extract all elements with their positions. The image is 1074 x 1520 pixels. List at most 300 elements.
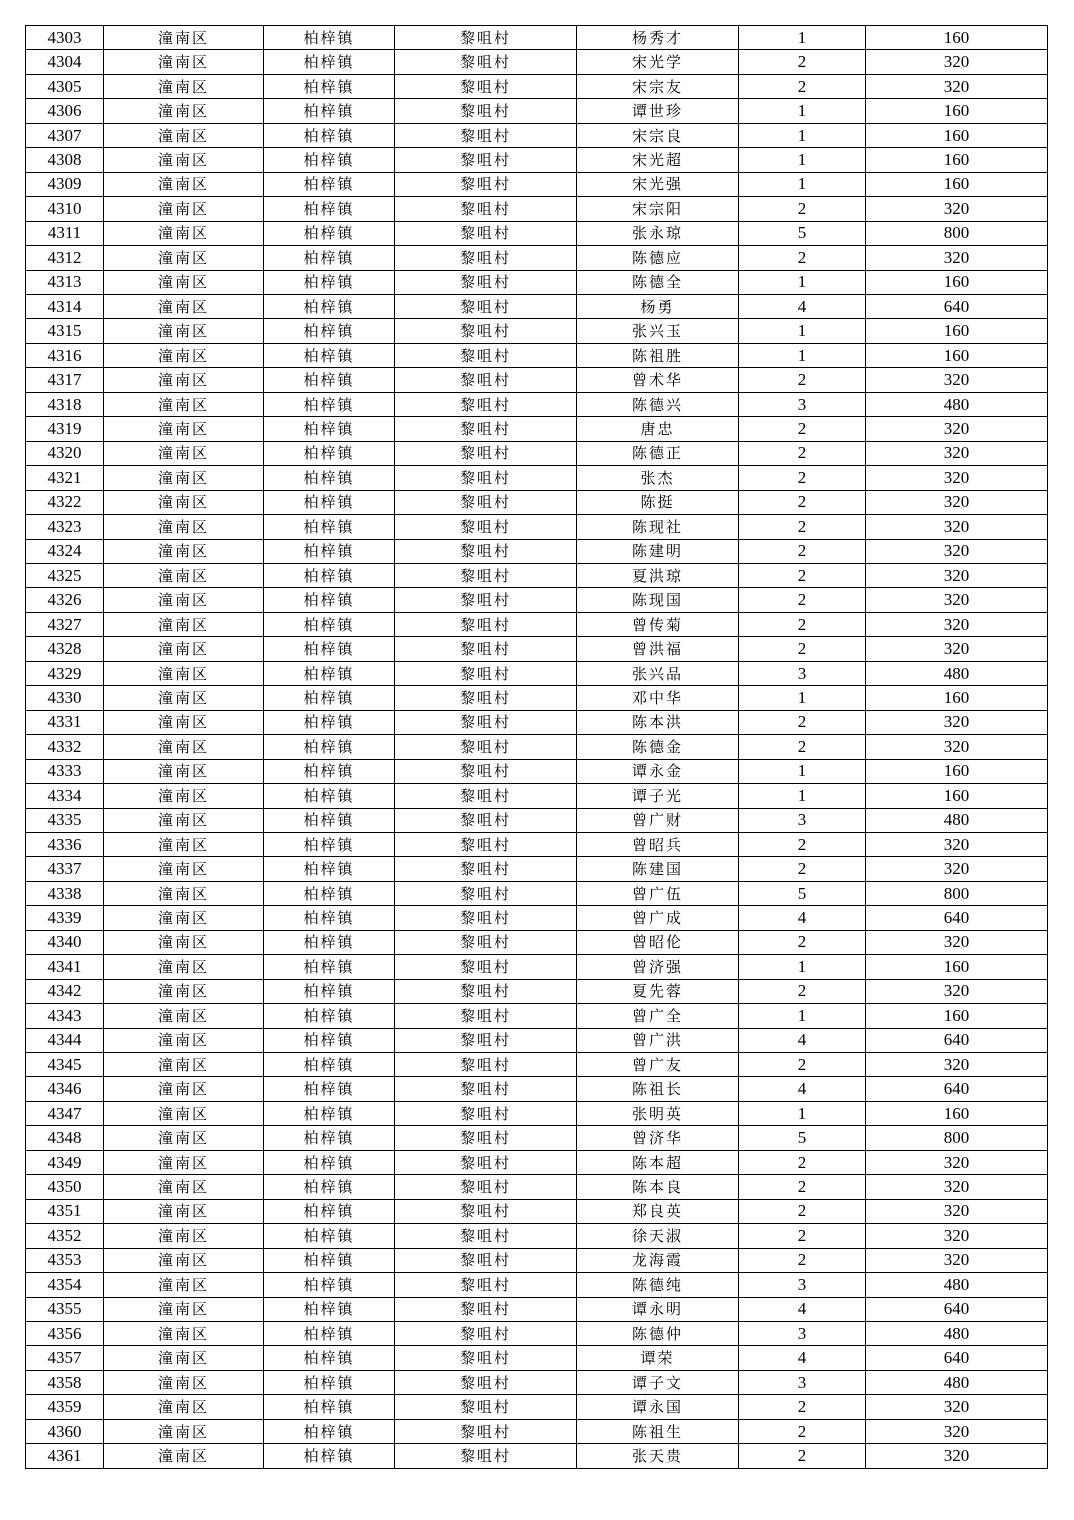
district-cell: 潼南区 <box>104 1053 264 1077</box>
district-cell: 潼南区 <box>104 661 264 685</box>
amount-cell: 640 <box>866 1346 1048 1370</box>
amount-cell: 320 <box>866 832 1048 856</box>
village-cell: 黎咀村 <box>395 1273 577 1297</box>
count-cell: 3 <box>739 1273 866 1297</box>
name-cell: 杨秀才 <box>577 26 739 50</box>
table-row <box>26 906 1048 930</box>
count-cell: 2 <box>739 563 866 587</box>
village-cell: 黎咀村 <box>395 1322 577 1346</box>
village-cell: 黎咀村 <box>395 955 577 979</box>
town-cell: 柏梓镇 <box>264 417 395 441</box>
name-cell: 谭永金 <box>577 759 739 783</box>
town-cell: 柏梓镇 <box>264 1053 395 1077</box>
village-cell: 黎咀村 <box>395 1419 577 1443</box>
district-cell: 潼南区 <box>104 1224 264 1248</box>
name-cell: 宋光超 <box>577 148 739 172</box>
serial-number-cell: 4327 <box>26 612 104 636</box>
count-cell: 3 <box>739 1322 866 1346</box>
town-cell: 柏梓镇 <box>264 466 395 490</box>
count-cell: 2 <box>739 1053 866 1077</box>
district-cell: 潼南区 <box>104 832 264 856</box>
serial-number-cell: 4352 <box>26 1224 104 1248</box>
town-cell: 柏梓镇 <box>264 197 395 221</box>
serial-number-cell: 4321 <box>26 466 104 490</box>
village-cell: 黎咀村 <box>395 857 577 881</box>
name-cell: 张永琼 <box>577 221 739 245</box>
village-cell: 黎咀村 <box>395 99 577 123</box>
village-cell: 黎咀村 <box>395 1028 577 1052</box>
table-row <box>26 221 1048 245</box>
table-row <box>26 1444 1048 1468</box>
district-cell: 潼南区 <box>104 1444 264 1468</box>
amount-cell: 320 <box>866 710 1048 734</box>
town-cell: 柏梓镇 <box>264 881 395 905</box>
amount-cell: 480 <box>866 392 1048 416</box>
table-row <box>26 74 1048 98</box>
table-row <box>26 857 1048 881</box>
amount-cell: 160 <box>866 99 1048 123</box>
serial-number-cell: 4319 <box>26 417 104 441</box>
table-row <box>26 661 1048 685</box>
district-cell: 潼南区 <box>104 294 264 318</box>
village-cell: 黎咀村 <box>395 735 577 759</box>
serial-number-cell: 4323 <box>26 515 104 539</box>
town-cell: 柏梓镇 <box>264 637 395 661</box>
count-cell: 4 <box>739 1028 866 1052</box>
village-cell: 黎咀村 <box>395 368 577 392</box>
table-row <box>26 1053 1048 1077</box>
amount-cell: 320 <box>866 930 1048 954</box>
table-row <box>26 1419 1048 1443</box>
amount-cell: 320 <box>866 246 1048 270</box>
village-cell: 黎咀村 <box>395 1346 577 1370</box>
town-cell: 柏梓镇 <box>264 1370 395 1394</box>
town-cell: 柏梓镇 <box>264 759 395 783</box>
district-cell: 潼南区 <box>104 686 264 710</box>
name-cell: 陈本超 <box>577 1150 739 1174</box>
serial-number-cell: 4360 <box>26 1419 104 1443</box>
village-cell: 黎咀村 <box>395 1175 577 1199</box>
amount-cell: 320 <box>866 1053 1048 1077</box>
town-cell: 柏梓镇 <box>264 612 395 636</box>
town-cell: 柏梓镇 <box>264 441 395 465</box>
name-cell: 曾广洪 <box>577 1028 739 1052</box>
name-cell: 曾广财 <box>577 808 739 832</box>
amount-cell: 320 <box>866 735 1048 759</box>
serial-number-cell: 4334 <box>26 784 104 808</box>
name-cell: 张兴品 <box>577 661 739 685</box>
name-cell: 宋光强 <box>577 172 739 196</box>
village-cell: 黎咀村 <box>395 784 577 808</box>
amount-cell: 480 <box>866 808 1048 832</box>
count-cell: 1 <box>739 686 866 710</box>
village-cell: 黎咀村 <box>395 808 577 832</box>
count-cell: 1 <box>739 270 866 294</box>
count-cell: 4 <box>739 1077 866 1101</box>
name-cell: 陈建明 <box>577 539 739 563</box>
town-cell: 柏梓镇 <box>264 857 395 881</box>
name-cell: 曾昭伦 <box>577 930 739 954</box>
district-cell: 潼南区 <box>104 197 264 221</box>
name-cell: 张杰 <box>577 466 739 490</box>
village-cell: 黎咀村 <box>395 294 577 318</box>
table-row <box>26 319 1048 343</box>
district-cell: 潼南区 <box>104 1004 264 1028</box>
district-cell: 潼南区 <box>104 368 264 392</box>
name-cell: 陈德正 <box>577 441 739 465</box>
amount-cell: 160 <box>866 123 1048 147</box>
district-cell: 潼南区 <box>104 515 264 539</box>
district-cell: 潼南区 <box>104 1150 264 1174</box>
amount-cell: 480 <box>866 1370 1048 1394</box>
amount-cell: 640 <box>866 1077 1048 1101</box>
name-cell: 张兴玉 <box>577 319 739 343</box>
table-row <box>26 930 1048 954</box>
town-cell: 柏梓镇 <box>264 784 395 808</box>
serial-number-cell: 4308 <box>26 148 104 172</box>
table-row <box>26 172 1048 196</box>
name-cell: 曾广伍 <box>577 881 739 905</box>
village-cell: 黎咀村 <box>395 466 577 490</box>
village-cell: 黎咀村 <box>395 319 577 343</box>
village-cell: 黎咀村 <box>395 392 577 416</box>
district-cell: 潼南区 <box>104 221 264 245</box>
count-cell: 1 <box>739 955 866 979</box>
amount-cell: 320 <box>866 197 1048 221</box>
district-cell: 潼南区 <box>104 246 264 270</box>
serial-number-cell: 4309 <box>26 172 104 196</box>
district-cell: 潼南区 <box>104 1101 264 1125</box>
town-cell: 柏梓镇 <box>264 270 395 294</box>
table-row <box>26 490 1048 514</box>
count-cell: 2 <box>739 832 866 856</box>
count-cell: 1 <box>739 319 866 343</box>
table-row <box>26 441 1048 465</box>
amount-cell: 160 <box>866 759 1048 783</box>
amount-cell: 320 <box>866 466 1048 490</box>
count-cell: 1 <box>739 759 866 783</box>
district-cell: 潼南区 <box>104 1028 264 1052</box>
amount-cell: 800 <box>866 221 1048 245</box>
village-cell: 黎咀村 <box>395 1199 577 1223</box>
table-row <box>26 26 1048 50</box>
town-cell: 柏梓镇 <box>264 563 395 587</box>
name-cell: 曾洪福 <box>577 637 739 661</box>
name-cell: 谭荣 <box>577 1346 739 1370</box>
serial-number-cell: 4306 <box>26 99 104 123</box>
village-cell: 黎咀村 <box>395 1053 577 1077</box>
amount-cell: 800 <box>866 881 1048 905</box>
name-cell: 曾广友 <box>577 1053 739 1077</box>
name-cell: 谭子光 <box>577 784 739 808</box>
district-cell: 潼南区 <box>104 710 264 734</box>
table-row <box>26 1248 1048 1272</box>
town-cell: 柏梓镇 <box>264 26 395 50</box>
district-cell: 潼南区 <box>104 26 264 50</box>
serial-number-cell: 4326 <box>26 588 104 612</box>
amount-cell: 320 <box>866 563 1048 587</box>
district-cell: 潼南区 <box>104 563 264 587</box>
count-cell: 2 <box>739 979 866 1003</box>
town-cell: 柏梓镇 <box>264 490 395 514</box>
count-cell: 2 <box>739 417 866 441</box>
count-cell: 2 <box>739 441 866 465</box>
village-cell: 黎咀村 <box>395 148 577 172</box>
count-cell: 2 <box>739 368 866 392</box>
table-row <box>26 1101 1048 1125</box>
count-cell: 2 <box>739 246 866 270</box>
village-cell: 黎咀村 <box>395 881 577 905</box>
amount-cell: 320 <box>866 637 1048 661</box>
count-cell: 2 <box>739 1150 866 1174</box>
district-cell: 潼南区 <box>104 392 264 416</box>
village-cell: 黎咀村 <box>395 686 577 710</box>
name-cell: 曾广全 <box>577 1004 739 1028</box>
table-row <box>26 392 1048 416</box>
serial-number-cell: 4305 <box>26 74 104 98</box>
town-cell: 柏梓镇 <box>264 221 395 245</box>
serial-number-cell: 4355 <box>26 1297 104 1321</box>
amount-cell: 320 <box>866 1199 1048 1223</box>
district-cell: 潼南区 <box>104 784 264 808</box>
serial-number-cell: 4336 <box>26 832 104 856</box>
district-cell: 潼南区 <box>104 123 264 147</box>
count-cell: 3 <box>739 1370 866 1394</box>
village-cell: 黎咀村 <box>395 1126 577 1150</box>
town-cell: 柏梓镇 <box>264 710 395 734</box>
name-cell: 陈祖长 <box>577 1077 739 1101</box>
district-cell: 潼南区 <box>104 74 264 98</box>
count-cell: 1 <box>739 172 866 196</box>
name-cell: 曾广成 <box>577 906 739 930</box>
count-cell: 5 <box>739 221 866 245</box>
amount-cell: 480 <box>866 661 1048 685</box>
count-cell: 2 <box>739 1248 866 1272</box>
table-row <box>26 735 1048 759</box>
district-cell: 潼南区 <box>104 979 264 1003</box>
district-cell: 潼南区 <box>104 1370 264 1394</box>
village-cell: 黎咀村 <box>395 759 577 783</box>
name-cell: 杨勇 <box>577 294 739 318</box>
district-cell: 潼南区 <box>104 99 264 123</box>
serial-number-cell: 4304 <box>26 50 104 74</box>
town-cell: 柏梓镇 <box>264 294 395 318</box>
village-cell: 黎咀村 <box>395 1370 577 1394</box>
village-cell: 黎咀村 <box>395 661 577 685</box>
serial-number-cell: 4311 <box>26 221 104 245</box>
name-cell: 龙海霞 <box>577 1248 739 1272</box>
district-cell: 潼南区 <box>104 343 264 367</box>
amount-cell: 320 <box>866 368 1048 392</box>
table-row <box>26 686 1048 710</box>
name-cell: 陈祖胜 <box>577 343 739 367</box>
serial-number-cell: 4342 <box>26 979 104 1003</box>
town-cell: 柏梓镇 <box>264 1101 395 1125</box>
town-cell: 柏梓镇 <box>264 1419 395 1443</box>
table-row <box>26 1175 1048 1199</box>
name-cell: 陈建国 <box>577 857 739 881</box>
town-cell: 柏梓镇 <box>264 1273 395 1297</box>
serial-number-cell: 4313 <box>26 270 104 294</box>
district-cell: 潼南区 <box>104 1199 264 1223</box>
count-cell: 2 <box>739 50 866 74</box>
district-cell: 潼南区 <box>104 588 264 612</box>
count-cell: 1 <box>739 1101 866 1125</box>
name-cell: 邓中华 <box>577 686 739 710</box>
amount-cell: 160 <box>866 955 1048 979</box>
count-cell: 2 <box>739 710 866 734</box>
town-cell: 柏梓镇 <box>264 172 395 196</box>
town-cell: 柏梓镇 <box>264 588 395 612</box>
town-cell: 柏梓镇 <box>264 1077 395 1101</box>
count-cell: 1 <box>739 1004 866 1028</box>
village-cell: 黎咀村 <box>395 515 577 539</box>
serial-number-cell: 4318 <box>26 392 104 416</box>
amount-cell: 320 <box>866 515 1048 539</box>
village-cell: 黎咀村 <box>395 906 577 930</box>
serial-number-cell: 4344 <box>26 1028 104 1052</box>
village-cell: 黎咀村 <box>395 1077 577 1101</box>
district-cell: 潼南区 <box>104 172 264 196</box>
count-cell: 3 <box>739 392 866 416</box>
table-row <box>26 294 1048 318</box>
count-cell: 2 <box>739 735 866 759</box>
name-cell: 谭永明 <box>577 1297 739 1321</box>
town-cell: 柏梓镇 <box>264 1346 395 1370</box>
count-cell: 2 <box>739 1199 866 1223</box>
table-row <box>26 881 1048 905</box>
village-cell: 黎咀村 <box>395 50 577 74</box>
serial-number-cell: 4322 <box>26 490 104 514</box>
amount-cell: 320 <box>866 588 1048 612</box>
town-cell: 柏梓镇 <box>264 99 395 123</box>
serial-number-cell: 4317 <box>26 368 104 392</box>
amount-cell: 320 <box>866 1248 1048 1272</box>
district-cell: 潼南区 <box>104 735 264 759</box>
town-cell: 柏梓镇 <box>264 1297 395 1321</box>
village-cell: 黎咀村 <box>395 1150 577 1174</box>
serial-number-cell: 4358 <box>26 1370 104 1394</box>
table-body <box>26 26 1048 1469</box>
name-cell: 张明英 <box>577 1101 739 1125</box>
district-cell: 潼南区 <box>104 612 264 636</box>
district-cell: 潼南区 <box>104 270 264 294</box>
amount-cell: 320 <box>866 417 1048 441</box>
town-cell: 柏梓镇 <box>264 1444 395 1468</box>
district-cell: 潼南区 <box>104 417 264 441</box>
table-row <box>26 588 1048 612</box>
district-cell: 潼南区 <box>104 1419 264 1443</box>
amount-cell: 320 <box>866 74 1048 98</box>
district-cell: 潼南区 <box>104 1248 264 1272</box>
serial-number-cell: 4315 <box>26 319 104 343</box>
name-cell: 宋宗友 <box>577 74 739 98</box>
name-cell: 徐天淑 <box>577 1224 739 1248</box>
count-cell: 5 <box>739 881 866 905</box>
town-cell: 柏梓镇 <box>264 123 395 147</box>
serial-number-cell: 4310 <box>26 197 104 221</box>
serial-number-cell: 4312 <box>26 246 104 270</box>
name-cell: 宋宗良 <box>577 123 739 147</box>
village-cell: 黎咀村 <box>395 1395 577 1419</box>
amount-cell: 640 <box>866 1297 1048 1321</box>
count-cell: 2 <box>739 197 866 221</box>
district-cell: 潼南区 <box>104 539 264 563</box>
amount-cell: 320 <box>866 1175 1048 1199</box>
village-cell: 黎咀村 <box>395 710 577 734</box>
amount-cell: 160 <box>866 172 1048 196</box>
town-cell: 柏梓镇 <box>264 1395 395 1419</box>
amount-cell: 320 <box>866 979 1048 1003</box>
town-cell: 柏梓镇 <box>264 1126 395 1150</box>
district-cell: 潼南区 <box>104 148 264 172</box>
table-row <box>26 1004 1048 1028</box>
district-cell: 潼南区 <box>104 441 264 465</box>
village-cell: 黎咀村 <box>395 197 577 221</box>
table-row <box>26 246 1048 270</box>
town-cell: 柏梓镇 <box>264 1224 395 1248</box>
village-cell: 黎咀村 <box>395 172 577 196</box>
count-cell: 2 <box>739 515 866 539</box>
village-cell: 黎咀村 <box>395 123 577 147</box>
town-cell: 柏梓镇 <box>264 319 395 343</box>
village-cell: 黎咀村 <box>395 1004 577 1028</box>
count-cell: 2 <box>739 1395 866 1419</box>
village-cell: 黎咀村 <box>395 563 577 587</box>
table-row <box>26 343 1048 367</box>
table-row <box>26 955 1048 979</box>
table-row <box>26 99 1048 123</box>
count-cell: 4 <box>739 294 866 318</box>
village-cell: 黎咀村 <box>395 1101 577 1125</box>
name-cell: 谭永国 <box>577 1395 739 1419</box>
amount-cell: 160 <box>866 1004 1048 1028</box>
village-cell: 黎咀村 <box>395 1248 577 1272</box>
serial-number-cell: 4332 <box>26 735 104 759</box>
amount-cell: 320 <box>866 1444 1048 1468</box>
count-cell: 2 <box>739 1419 866 1443</box>
amount-cell: 320 <box>866 1224 1048 1248</box>
district-cell: 潼南区 <box>104 1297 264 1321</box>
count-cell: 2 <box>739 539 866 563</box>
serial-number-cell: 4349 <box>26 1150 104 1174</box>
table-row <box>26 148 1048 172</box>
town-cell: 柏梓镇 <box>264 1199 395 1223</box>
serial-number-cell: 4361 <box>26 1444 104 1468</box>
count-cell: 2 <box>739 637 866 661</box>
amount-cell: 160 <box>866 270 1048 294</box>
table-row <box>26 832 1048 856</box>
name-cell: 张天贵 <box>577 1444 739 1468</box>
serial-number-cell: 4331 <box>26 710 104 734</box>
name-cell: 陈本洪 <box>577 710 739 734</box>
table-row <box>26 368 1048 392</box>
town-cell: 柏梓镇 <box>264 955 395 979</box>
name-cell: 曾济华 <box>577 1126 739 1150</box>
town-cell: 柏梓镇 <box>264 1150 395 1174</box>
amount-cell: 160 <box>866 148 1048 172</box>
village-cell: 黎咀村 <box>395 1297 577 1321</box>
village-cell: 黎咀村 <box>395 74 577 98</box>
serial-number-cell: 4314 <box>26 294 104 318</box>
serial-number-cell: 4343 <box>26 1004 104 1028</box>
district-cell: 潼南区 <box>104 759 264 783</box>
table-row <box>26 1297 1048 1321</box>
table-row <box>26 1370 1048 1394</box>
name-cell: 唐忠 <box>577 417 739 441</box>
serial-number-cell: 4345 <box>26 1053 104 1077</box>
count-cell: 2 <box>739 1224 866 1248</box>
